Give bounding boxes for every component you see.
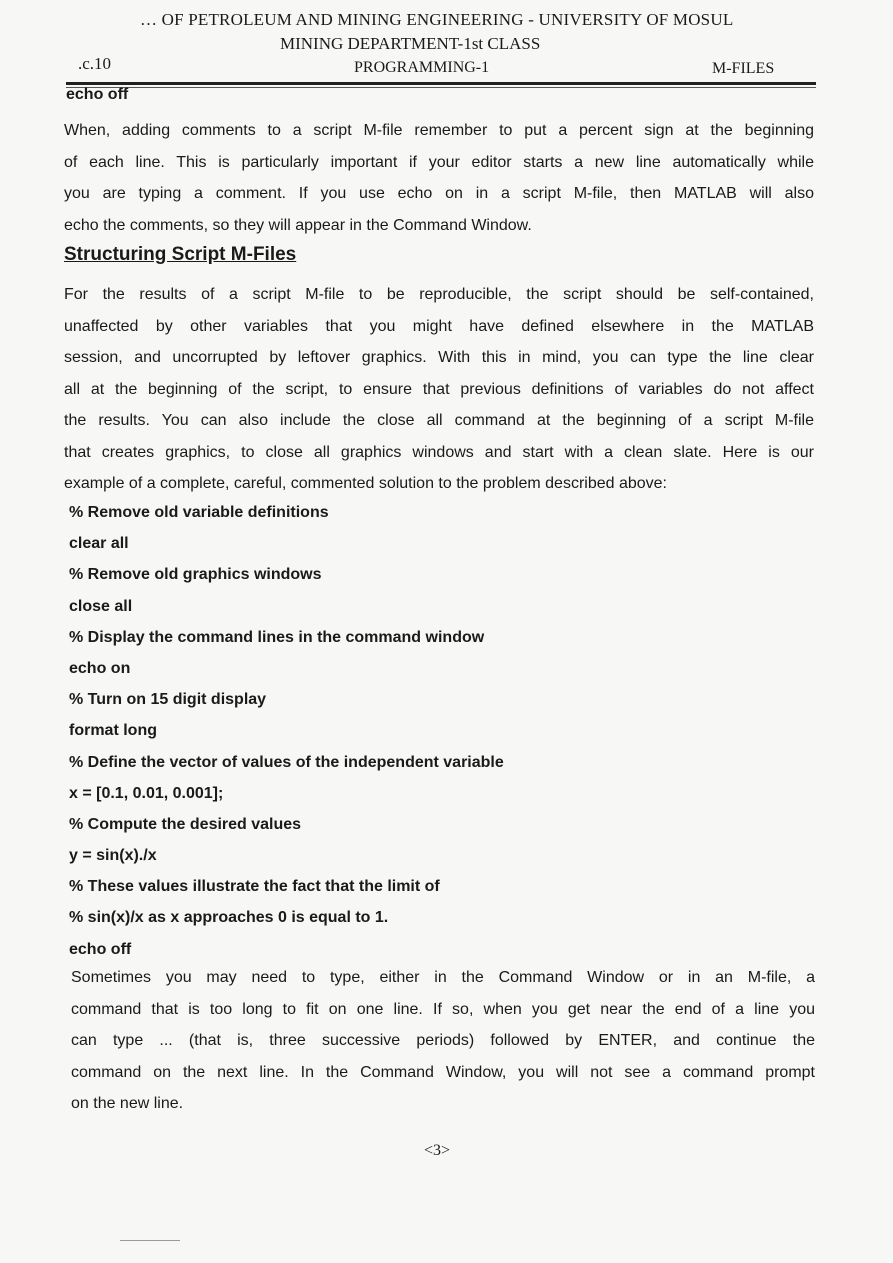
paragraph-line: unaffected by other variables that you might have defined elsewhere in the MATLAB bbox=[64, 317, 814, 335]
paragraph-structuring bbox=[64, 279, 814, 500]
paragraph-line: echo the comments, so they will appear in the Command Window. bbox=[64, 216, 532, 234]
code-line: % Compute the desired values bbox=[69, 815, 302, 833]
page-header bbox=[60, 8, 820, 88]
header-lecture-number: .c.10 bbox=[78, 54, 112, 73]
code-line: % These values illustrate the fact that the limit of bbox=[69, 878, 440, 896]
paragraph-line: For the results of a script M-file to be reproducible, the script should be self-contained, bbox=[64, 286, 814, 303]
code-line: % Remove old variable definitions bbox=[69, 504, 329, 521]
paragraph-line: of each line. This is particularly important if your editor starts a new line automatically while bbox=[64, 153, 814, 171]
page-number: <3> bbox=[424, 1142, 451, 1159]
code-line: % Display the command lines in the command window bbox=[69, 628, 485, 646]
section-heading: Structuring Script M-Files bbox=[64, 244, 297, 265]
paragraph-line: the results. You can also include the close all command at the beginning of a script M-file bbox=[64, 412, 814, 429]
code-listing bbox=[69, 497, 769, 965]
code-line: y = sin(x)./x bbox=[69, 847, 157, 865]
code-line: % Define the vector of values of the independent variable bbox=[69, 753, 504, 771]
header-rule bbox=[66, 82, 816, 85]
paragraph-line: When, adding comments to a script M-file remember to put a percent sign at the beginning bbox=[64, 122, 814, 139]
header-topic: M-FILES bbox=[712, 60, 775, 77]
code-echo-off-top: echo off bbox=[66, 86, 129, 103]
paragraph-line: that creates graphics, to close all graphics windows and start with a clean slate. Here is our bbox=[64, 443, 814, 461]
paragraph-line: can type ... (that is, three successive periods) followed by ENTER, and continue the bbox=[71, 1032, 815, 1049]
code-line: close all bbox=[69, 597, 133, 615]
paragraph-line: you are typing a comment. If you use echo on in a script M-file, then MATLAB will also bbox=[64, 185, 814, 202]
header-course: PROGRAMMING-1 bbox=[354, 59, 490, 76]
footer-mark bbox=[120, 1240, 180, 1241]
code-line: % Turn on 15 digit display bbox=[69, 691, 267, 709]
paragraph-comments bbox=[64, 115, 814, 241]
code-line: % Remove old graphics windows bbox=[69, 566, 322, 584]
paragraph-line: on the new line. bbox=[71, 1095, 184, 1112]
code-line: echo on bbox=[69, 659, 131, 677]
header-rule-thin bbox=[66, 87, 816, 88]
paragraph-line: Sometimes you may need to type, either in the Command Window or in an M-file, a bbox=[71, 969, 815, 986]
paragraph-line: session, and uncorrupted by leftover graphics. With this in mind, you can type the line clear bbox=[64, 349, 814, 366]
paragraph-line: command that is too long to fit on one line. If so, when you get near the end of a line you bbox=[71, 1000, 815, 1018]
paragraph-continuation bbox=[71, 962, 815, 1120]
paragraph-line: all at the beginning of the script, to ensure that previous definitions of variables do not affect bbox=[64, 380, 814, 398]
code-line: clear all bbox=[69, 535, 129, 553]
code-line: echo off bbox=[69, 940, 132, 958]
code-line: format long bbox=[69, 722, 157, 740]
header-college: … OF PETROLEUM AND MINING ENGINEERING - UNIVERSITY OF MOSUL bbox=[140, 10, 734, 29]
code-line: x = [0.1, 0.01, 0.001]; bbox=[69, 784, 224, 802]
paragraph-line: command on the next line. In the Command Window, you will not see a command prompt bbox=[71, 1063, 815, 1081]
header-department: MINING DEPARTMENT-1st CLASS bbox=[280, 34, 541, 53]
paragraph-line: example of a complete, careful, commented solution to the problem described above: bbox=[64, 475, 667, 492]
code-line: % sin(x)/x as x approaches 0 is equal to 1. bbox=[69, 909, 389, 927]
